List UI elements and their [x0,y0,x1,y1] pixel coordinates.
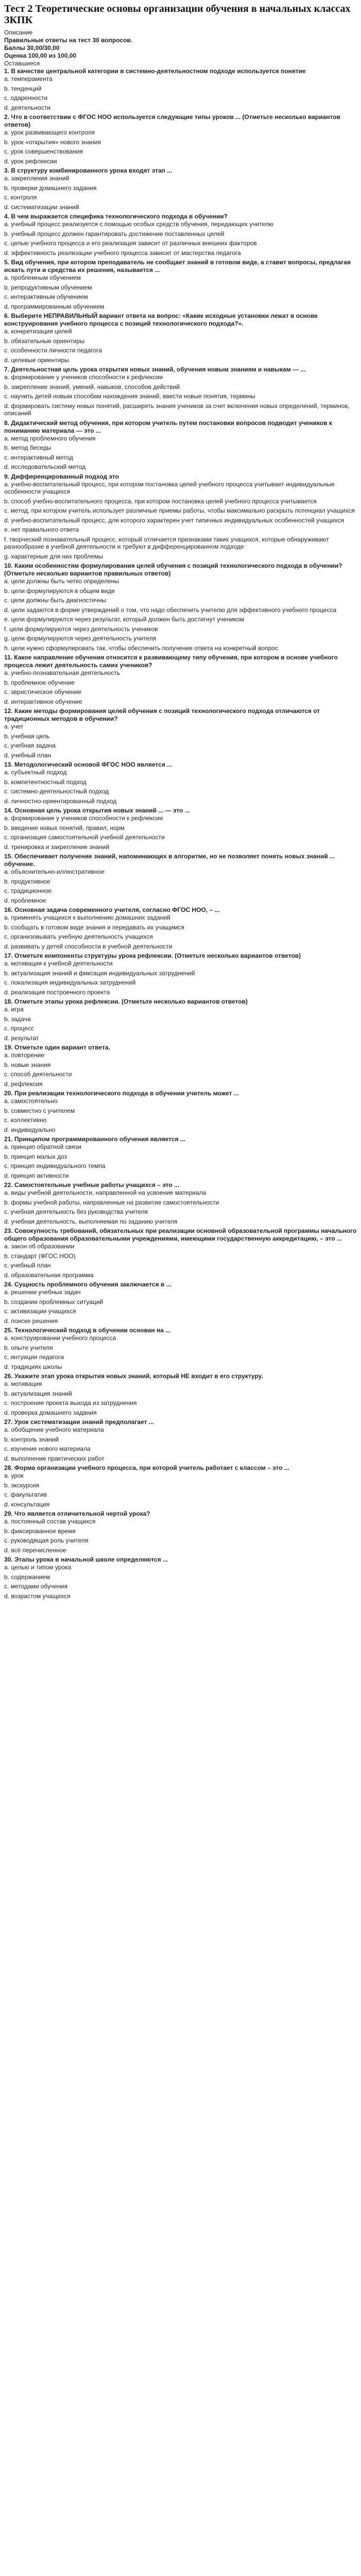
question-block [4,1181,357,1225]
answer-option: g. характерные для них проблемы [4,552,103,560]
question-block [4,761,357,805]
answer-option: a. игра [4,1006,24,1013]
answer-option: d. урок рефлексии [4,157,57,165]
question-block [4,1090,357,1133]
answer-option: a. применять учащихся к выполнению домашних заданий [4,914,170,921]
answer-option: c. построение проекта выхода из затруднения [4,1399,137,1406]
answer-option: c. цели должны быть диагностичны [4,597,107,604]
question-block [4,1464,357,1508]
answer-options [4,578,357,652]
answer-option: d. выполнение практических работ [4,1454,105,1462]
answer-option: e. цели формулируются через результат, который должен быть достигнут учеником [4,616,244,623]
answer-option: b. способ учебно-воспитательного процесса, при котором постановка целей учебного процесса учитывается [4,497,317,505]
answer-option: b. учебная цель [4,732,50,740]
answer-options [4,769,357,805]
answer-option: c. эвристическое обучение [4,688,81,696]
answer-option: b. формы учебной работы, направленные на развитие самостоятельности [4,1198,219,1206]
answer-option: a. принцип обратной связи [4,1143,81,1150]
question-block [4,366,357,417]
answer-option: d. учебно-воспитательный процесс, для которого характерен учет типичных индивидуальных особенностей учащихся [4,516,344,524]
answer-option: a. цели должны быть четко определены [4,578,119,585]
answer-option: d. тренировка и закрепление знаний [4,843,109,851]
question-block [4,312,357,364]
answer-option: d. учебный план [4,751,51,759]
answer-options [4,129,357,165]
question-text: 16. Основная задача современного учителя, согласно ФГОС НОО, – ... [4,906,220,913]
answer-option: c. принцип индивидуального темпа [4,1162,106,1170]
answer-option: g. цели формулируются через деятельность учителя [4,635,157,642]
question-block [4,167,357,211]
question-block [4,707,357,759]
question-block [4,952,357,996]
answer-option: b. проблемное обучение [4,679,75,686]
question-text: 26. Укажите этап урока открытия новых знаний, который НЕ входит в его структуру. [4,1372,263,1380]
answer-option: b. проверки домашнего задания [4,184,97,192]
answer-option: c. локализация индивидуальных затруднений [4,979,136,986]
answer-option: d. возрастом учащихся [4,1592,71,1600]
answer-option: a. урок развивающего контроля [4,129,95,136]
answer-option: f. творческий познавательный процесс, который отличается признаками таких учащихся, которые обнаруживают разнообразие в учебной деятельности и требуют в дифференцированном подходе [4,535,329,550]
question-text: 3. В структуру комбинированного урока входят этап ... [4,167,173,174]
answer-option: a. формирование у учеников способности к рефлексии [4,815,163,822]
question-block [4,998,357,1042]
answer-option: d. исследовательский метод [4,463,85,470]
answer-option: b. совместно с учителем [4,1107,75,1114]
answer-options [4,1426,357,1462]
question-text: 13. Методологический основой ФГОС НОО является ... [4,761,173,768]
answer-option: a. метод проблемного обучения [4,434,96,442]
answer-option: b. экскурсия [4,1481,39,1489]
answer-option: b. актуализация знаний и фиксация индивидуальных затруднений [4,969,195,977]
correct-count: Правильные ответы на тест 30 вопросов. [4,37,133,44]
answer-option: d. деятельности [4,104,50,111]
answer-options [4,1189,357,1225]
answer-option: c. способ деятельности [4,1071,72,1078]
description-label: Описание [4,29,33,36]
question-text: 2. Что в соответствии с ФГОС НОО используется следующие типы уроков ... (Отметьте несколько вариантов ответов) [4,113,340,128]
answer-option: c. традиционное [4,887,52,894]
answer-options [4,435,357,471]
answer-option: a. решении учебных задач [4,1289,81,1296]
answer-option: c. урок совершенствования [4,148,83,155]
question-block [4,419,357,471]
answer-option: d. проверка домашнего задания [4,1409,97,1416]
answer-option: b. компетентностный подход [4,778,87,786]
answer-option: d. результат [4,1034,39,1042]
question-text: 22. Самостоятельные учебные работы учащихся – это ... [4,1181,180,1189]
answer-options [4,669,357,705]
answer-option: c. коллективно [4,1116,47,1124]
answer-option: d. индивидуально [4,1126,56,1133]
answer-option: d. проблемное [4,896,46,904]
answer-option: c. одаренности [4,94,48,101]
answer-option: b. принцип малых доз [4,1153,67,1160]
answer-options [4,723,357,759]
answer-option: a. мотивация к учебной деятельности [4,960,113,967]
question-text: 12. Какие методы формирования целей обучения с позиций технологического подхода отличаются от традиционных методов в обучении? [4,707,320,722]
answer-option: b. тенденций [4,84,42,92]
answer-option: c. интуиции педагога [4,1353,64,1361]
question-text: 19. Отметьте один вариант ответа. [4,1044,110,1051]
question-text: 21. Принципом программированного обучения является ... [4,1136,185,1143]
question-block [4,1556,357,1600]
answer-option: c. научить детей новым способам нахождения знаний, ввести новые понятия, термины [4,393,255,400]
answer-option: d. развивать у детей способности в учебной деятельности [4,942,173,950]
answer-option: d. эффективность реализации учебного процесса зависит от мастерства педагога [4,249,241,257]
question-block [4,113,357,165]
answer-options [4,1564,357,1600]
answer-options [4,374,357,417]
answer-option: a. формирование у учеников способности к рефлексии [4,374,163,381]
answer-option: d. цели задаются в форме утверждений о том, что надо обеспечить учителю для эффективного учебного процесса [4,606,337,614]
answer-options [4,221,357,257]
answer-option: d. формировать систему новых понятий, расширять знания учеников за счет включения новых определений, терминов, описаний [4,402,350,417]
remaining-label: Оставшиеся [4,60,40,67]
question-block [4,1327,357,1370]
answer-option: b. задача [4,1015,31,1023]
answer-option: d. личностно-ориентированный подход [4,797,117,805]
answer-option: c. методами обучения [4,1583,67,1590]
answer-options [4,1472,357,1508]
question-block [4,1044,357,1088]
answer-option: b. закрепление знаний, умений, навыков, способов действий [4,383,180,391]
answer-options [4,1097,357,1133]
question-block [4,67,357,111]
answer-option: c. изучение нового материала [4,1445,91,1452]
answer-options [4,1243,357,1279]
answer-option: b. репродуктивным обучением [4,283,92,291]
answer-option: b. урок «открытия» нового знания [4,138,101,146]
answer-option: d. принцип активности [4,1172,69,1179]
question-block [4,473,357,561]
answer-option: d. учебная деятельность, выполняемая по заданию учителя [4,1217,178,1225]
answer-option: c. организовывать учебную деятельность учащихся [4,933,153,940]
answer-option: c. интерактивный метод [4,453,73,461]
answer-option: a. субъектный подход [4,769,67,776]
question-text: 14. Основная цель урока открытия новых знаний ... — это ... [4,807,190,814]
answer-options [4,868,357,904]
question-text: 6. Выберите НЕПРАВИЛЬНЫЙ вариант ответа на вопрос: «Какие исходные установки лежат в основе конструирования учебного процесса с позиций технологического подхода?». [4,312,318,327]
answer-option: c. учебная задача [4,742,56,749]
answer-option: a. постоянный состав учащихся [4,1518,96,1525]
answer-option: a. целью и типом урока [4,1564,72,1571]
answer-option: d. поиске решения [4,1317,58,1325]
question-text: 23. Совокупность требований, обязательных при реализации основной образовательной программы начального общего образования образовательными учреждениями, имеющими государственную аккредитацию, – это ... [4,1227,357,1242]
question-text: 7. Деятельностная цель урока открытия новых знаний, обучения новым знаниям и навыкам — ... [4,366,306,373]
answer-option: d. рефлексия [4,1080,43,1088]
answer-option: d. всё перечисленное [4,1546,66,1554]
question-block [4,1281,357,1325]
answer-option: b. создании проблемных ситуаций [4,1298,104,1306]
score: Баллы 30,00/30,00 [4,44,60,52]
answer-option: b. сообщать в готовом виде знания и передавать их учащимся [4,923,184,931]
answer-option: c. процесс [4,1025,34,1032]
question-text: 10. Каким особенностям формулирования целей обучения с позиций технологического подхода в обучении? (Отметьте несколько вариантов правильных ответов) [4,562,342,577]
answer-options [4,1380,357,1416]
answer-option: a. объяснительно-иллюстративное [4,868,105,875]
question-text: 24. Сущность проблемного обучения заключается в ... [4,1281,171,1288]
question-block [4,1372,357,1416]
answer-option: c. факультатив [4,1491,47,1498]
question-block [4,213,357,257]
question-text: 25. Технологический подход в обучении основан на ... [4,1327,171,1334]
answer-option: a. закрепления знаний [4,175,70,182]
answer-option: a. темперамента [4,75,53,82]
answer-option: b. новые знания [4,1061,51,1069]
answer-options [4,328,357,364]
question-text: 29. Что является отличительной чертой урока? [4,1510,150,1517]
answer-option: c. учебный план [4,1262,51,1269]
answer-option: a. учебно-познавательная деятельность [4,669,120,676]
answer-option: a. учебно-воспитательный процесс, при котором постановка целей учебного процесса учитывает индивидуальные особенности учащихся [4,480,335,495]
answer-option: a. проблемным обучением [4,274,81,281]
question-text: 4. В чем выражается специфика технологического подхода в обучении? [4,213,228,220]
answer-option: b. продуктивное [4,877,50,885]
answer-option: a. урок [4,1472,24,1479]
answer-option: c. организация самостоятельной учебной деятельности [4,834,165,841]
question-text: 11. Какое направление обучения относится к развивающему типу обучения, при котором в основе учебного процесса лежит деятельность самих учеников? [4,654,338,669]
answer-option: c. контроля [4,194,37,201]
answer-options [4,175,357,211]
answer-option: d. реализация построенного проекта [4,988,110,996]
answer-option: a. виды учебной деятельности, направленной на усвоение материала [4,1189,207,1196]
answer-option: b. стандарт (ФГОС НОО) [4,1252,76,1260]
answer-options [4,960,357,996]
answer-option: b. фиксированное время [4,1527,76,1535]
question-block [4,1136,357,1179]
question-text: 17. Отметьте компоненты структуры урока рефлексии. (Отметьте несколько вариантов ответов) [4,952,301,959]
question-text: 20. При реализации технологического подхода в обучении учитель может ... [4,1090,239,1097]
answer-options [4,1006,357,1042]
answer-option: a. учет [4,723,24,730]
answer-option: d. интерактивное обучение [4,698,82,705]
question-block [4,853,357,904]
answer-option: c. интерактивным обучением [4,293,88,300]
answer-option: c. системно-деятельностный подход [4,788,109,795]
answer-option: a. самостоятельно [4,1097,58,1105]
answer-option: d. традициях школы [4,1363,62,1370]
question-text: 8. Дидактический метод обучения, при котором учитель путем постановки вопросов подводит учеников к пониманию материала — это ... [4,419,332,434]
question-text: 27. Урок систематизации знаний предполагает ... [4,1418,154,1426]
answer-option: b. введение новых понятий, правил, норм [4,824,125,832]
question-text: 5. Вид обучения, при котором преподаватель не сообщает знаний в готовом виде, а ставит вопросы, предлагая искать пути и средства их решения, называется ... [4,259,351,274]
answer-option: d. образовательная программа [4,1271,94,1279]
answer-option: h. цели нужно сформулировать так, чтобы обеспечить получение ответа на конкретный вопрос [4,644,278,652]
answer-option: c. особенности личности педагога [4,347,102,354]
answer-options [4,75,357,111]
answer-option: a. учебный процесс реализуется с помощью особых средств обучения, передающих учителю [4,221,273,228]
answer-option: d. целевые ориентиры [4,356,69,364]
answer-options [4,914,357,950]
question-block [4,562,357,652]
answer-option: d. программированным обучением [4,302,105,310]
question-block [4,654,357,705]
answer-option: c. целью учебного процесса и его реализация зависит от различных внешних факторов [4,240,257,247]
answer-options [4,274,357,310]
question-block [4,1510,357,1554]
question-text: 18. Отметьте этапы урока рефлексии. (Отметьте несколько вариантов ответов) [4,998,248,1005]
answer-option: a. закон об образовании [4,1243,75,1250]
answer-option: a. конструировании учебного процесса [4,1334,116,1342]
answer-options [4,1052,357,1088]
answer-option: b. цели формулируются в общем виде [4,587,115,595]
answer-option: b. учебный процесс должен гарантировать достижение поставленных целей [4,230,225,238]
answer-options [4,481,357,561]
answer-option: a. обобщение учебного материала [4,1426,104,1433]
answer-options [4,1143,357,1179]
answer-option: b. опыте учителя [4,1344,53,1351]
answer-option: c. активизации учащихся [4,1308,76,1315]
answer-options [4,1289,357,1325]
answer-option: d. консультация [4,1500,50,1508]
question-block [4,1418,357,1462]
question-text: 15. Обеспечивает получение знаний, напоминающих в алгоритме, но не позволяет понять новых знаний ... обучение. [4,853,335,868]
question-text: 30. Этапы урока в начальной школе определяются ... [4,1556,168,1563]
answer-option: b. метод беседы [4,444,51,451]
question-text: 28. Форма организации учебного процесса, при которой учитель работает с классом – это ... [4,1464,289,1471]
answer-options [4,815,357,851]
answer-option: c. метод, при котором учитель использует различные приемы работы, чтобы максимально раскрыть потенциал учащихся [4,507,355,514]
answer-option: b. актуализация знаний [4,1389,72,1397]
answer-option: a. мотивация [4,1380,42,1387]
question-block [4,807,357,851]
answer-option: c. руководящая роль учителя [4,1537,89,1544]
answer-option: b. содержанием [4,1573,50,1581]
question-block [4,1227,357,1279]
question-list [4,67,357,1600]
answer-option: e. нет правильного ответа [4,526,79,533]
question-text: 9. Дифференцированный подход это [4,472,119,480]
answer-option: a. конкретизация целей [4,328,72,335]
question-block [4,259,357,310]
answer-option: a. повторение [4,1052,45,1059]
answer-options [4,1334,357,1370]
answer-option: b. обязательные ориентиры [4,337,85,345]
question-block [4,906,357,950]
answer-option: d. систематизации знаний [4,203,79,211]
answer-option: f. цели формулируются через деятельность учеников [4,625,158,633]
answer-option: b. контроль знаний [4,1435,59,1443]
page-title: Тест 2 Теоретические основы организации обучения в начальных классах ЗКПК [4,3,351,26]
grade: Оценка 100,00 из 100,00 [4,52,77,59]
answer-options [4,1518,357,1554]
answer-option: c. учебная деятельность без руководства учителя [4,1208,148,1215]
question-text: 1. В качестве центральной категории в системно-деятельностном подходе используется понятие [4,67,306,75]
